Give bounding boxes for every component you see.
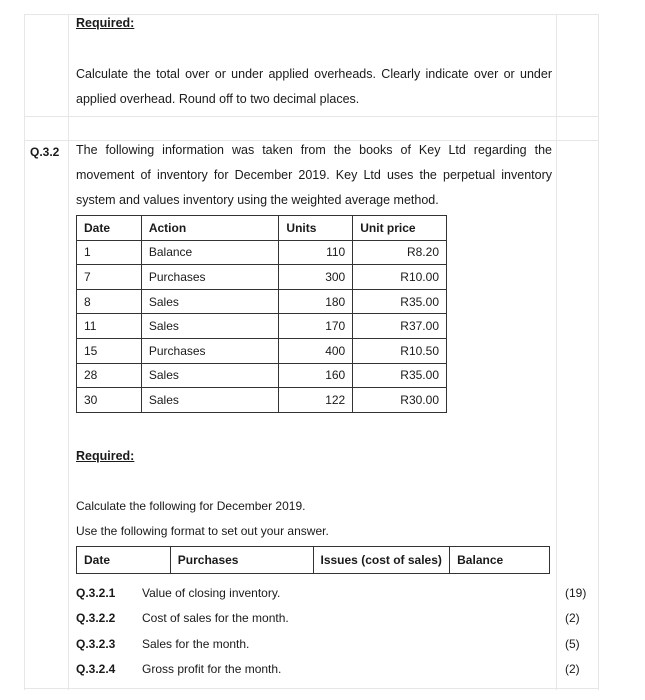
table-row — [77, 240, 447, 265]
cell-units: 122 — [279, 388, 353, 413]
cell-price: R37.00 — [353, 314, 447, 339]
subquestion-text: Gross profit for the month. — [142, 662, 282, 676]
cell-price: R8.20 — [353, 240, 447, 265]
cell-date: 1 — [77, 240, 142, 265]
subquestion-text: Value of closing inventory. — [142, 586, 281, 600]
cell-units: 400 — [279, 338, 353, 363]
subquestion-number: Q.3.2.3 — [76, 637, 116, 651]
grid-line — [24, 688, 598, 689]
col-header-unit-price: Unit price — [353, 216, 447, 241]
required-heading-2: Required: — [76, 449, 135, 463]
cell-price: R35.00 — [353, 289, 447, 314]
format-header-balance: Balance — [450, 547, 550, 574]
cell-price: R10.00 — [353, 265, 447, 290]
subquestion-marks: (19) — [565, 586, 587, 600]
col-header-units: Units — [279, 216, 353, 241]
subquestion-number: Q.3.2.4 — [76, 662, 116, 676]
format-header-purchases: Purchases — [170, 547, 313, 574]
cell-date: 7 — [77, 265, 142, 290]
subquestion-marks: (2) — [565, 662, 580, 676]
cell-units: 170 — [279, 314, 353, 339]
subquestion-marks: (5) — [565, 637, 580, 651]
table-row — [77, 338, 447, 363]
table-row — [77, 363, 447, 388]
subquestion-marks: (2) — [565, 611, 580, 625]
cell-action: Sales — [141, 388, 279, 413]
col-header-date: Date — [77, 216, 142, 241]
format-header-issues: Issues (cost of sales) — [313, 547, 450, 574]
cell-date: 28 — [77, 363, 142, 388]
cell-action: Balance — [141, 240, 279, 265]
cell-action: Purchases — [141, 338, 279, 363]
table-row — [77, 265, 447, 290]
grid-line — [24, 116, 598, 117]
cell-price: R30.00 — [353, 388, 447, 413]
grid-line — [24, 14, 598, 15]
question-number: Q.3.2 — [30, 145, 60, 159]
col-header-action: Action — [141, 216, 279, 241]
table-row — [77, 388, 447, 413]
answer-format-header — [77, 547, 550, 574]
format-header-date: Date — [77, 547, 171, 574]
subquestion-text: Sales for the month. — [142, 637, 250, 651]
table-row — [77, 289, 447, 314]
calc-instruction: Calculate the following for December 2019. — [76, 499, 306, 513]
question-intro: The following information was taken from the books of Key Ltd regarding the movement of inventory for December 2019. Key Ltd uses the perpetual inventory system and values inventory using the weighted average method. — [76, 143, 552, 207]
answer-format-table — [76, 546, 550, 574]
required-heading-1: Required: — [76, 16, 135, 30]
subquestion-number: Q.3.2.1 — [76, 586, 116, 600]
cell-units: 160 — [279, 363, 353, 388]
instruction-text-1: Calculate the total over or under applied overheads. Clearly indicate over or under applied overhead. Round off to two decimal places. — [76, 67, 552, 106]
subquestion-text: Cost of sales for the month. — [142, 611, 289, 625]
cell-price: R35.00 — [353, 363, 447, 388]
cell-price: R10.50 — [353, 338, 447, 363]
cell-action: Sales — [141, 314, 279, 339]
cell-date: 30 — [77, 388, 142, 413]
cell-date: 8 — [77, 289, 142, 314]
cell-units: 300 — [279, 265, 353, 290]
grid-line — [598, 14, 599, 690]
table-row — [77, 314, 447, 339]
cell-action: Sales — [141, 289, 279, 314]
inventory-table — [76, 215, 447, 413]
cell-units: 110 — [279, 240, 353, 265]
cell-date: 15 — [77, 338, 142, 363]
subquestion-number: Q.3.2.2 — [76, 611, 116, 625]
cell-action: Purchases — [141, 265, 279, 290]
inventory-table-header — [77, 216, 447, 241]
cell-date: 11 — [77, 314, 142, 339]
cell-action: Sales — [141, 363, 279, 388]
cell-units: 180 — [279, 289, 353, 314]
format-instruction: Use the following format to set out your answer. — [76, 524, 329, 538]
